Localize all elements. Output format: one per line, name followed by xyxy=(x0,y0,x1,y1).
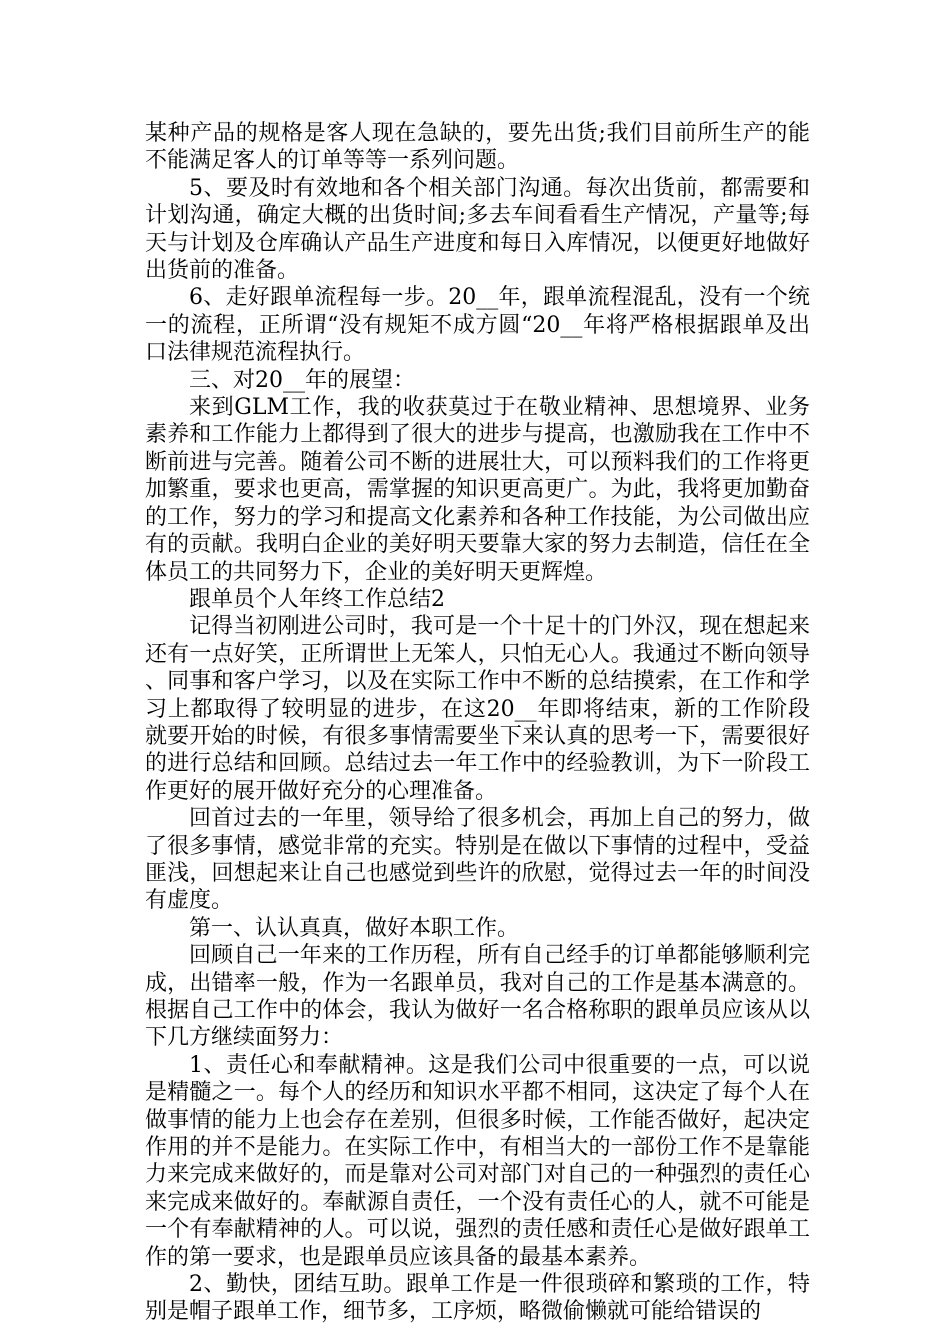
paragraph: 6、走好跟单流程每一步。20__年，跟单流程混乱，没有一个统一的流程，正所谓“没有规矩不成方圆“20__年将严格根据跟单及出口法律规范流程执行。 xyxy=(145,285,810,366)
paragraph: 1、责任心和奉献精神。这是我们公司中很重要的一点，可以说是精髓之一。每个人的经历和知识水平都不相同，这决定了每个人在做事情的能力上也会存在差别，但很多时候，工作能否做好，起决定作用的并不是能力。在实际工作中，有相当大的一部份工作不是靠能力来完成来做好的，而是靠对公司对部门对自己的一种强烈的责任心来完成来做好的。奉献源自责任，一个没有责任心的人，就不可能是一个有奉献精神的人。可以说，强烈的责任感和责任心是做好跟单工作的第一要求，也是跟单员应该具备的最基本素养。 xyxy=(145,1052,810,1270)
paragraph: 回首过去的一年里，领导给了很多机会，再加上自己的努力，做了很多事情，感觉非常的充实。特别是在做以下事情的过程中，受益匪浅，回想起来让自己也感觉到些许的欣慰，觉得过去一年的时间没有虚度。 xyxy=(145,806,810,914)
document-body xyxy=(145,120,810,1326)
paragraph: 5、要及时有效地和各个相关部门沟通。每次出货前，都需要和计划沟通，确定大概的出货时间;多去车间看看生产情况，产量等;每天与计划及仓库确认产品生产进度和每日入库情况，以便更好地做好出货前的准备。 xyxy=(145,175,810,284)
document-subtitle: 跟单员个人年终工作总结2 xyxy=(189,586,445,612)
section-heading: 第一、认认真真，做好本职工作。 xyxy=(189,915,520,941)
paragraph: 2、勤快，团结互助。跟单工作是一件很琐碎和繁琐的工作，特别是帽子跟单工作，细节多，工序烦，略微偷懒就可能给错误的 xyxy=(145,1272,810,1325)
paragraph: 回顾自己一年来的工作历程，所有自己经手的订单都能够顺利完成，出错率一般，作为一名跟单员，我对自己的工作是基本满意的。根据自己工作中的体会，我认为做好一名合格称职的跟单员应该从以下几方继续面努力： xyxy=(145,943,810,1051)
paragraph: 来到GLM工作，我的收获莫过于在敬业精神、思想境界、业务素养和工作能力上都得到了很大的进步与提高，也激励我在工作中不断前进与完善。随着公司不断的进展壮大，可以预料我们的工作将更加繁重，要求也更高，需掌握的知识更高更广。为此，我将更加勤奋的工作，努力的学习和提高文化素养和各种工作技能，为公司做出应有的贡献。我明白企业的美好明天要靠大家的努力去制造，信任在全体员工的共同努力下，企业的美好明天更辉煌。 xyxy=(145,395,810,585)
paragraph: 记得当初刚进公司时，我可是一个十足十的门外汉，现在想起来还有一点好笑，正所谓世上无笨人，只怕无心人。我通过不断向领导、同事和客户学习，以及在实际工作中不断的总结摸索，在工作和学习上都取得了较明显的进步，在这20__年即将结束，新的工作阶段就要开始的时候，有很多事情需要坐下来认真的思考一下，需要很好的进行总结和回顾。总结过去一年工作中的经验教训，为下一阶段工作更好的展开做好充分的心理准备。 xyxy=(145,614,810,804)
section-heading: 三、对20__年的展望： xyxy=(189,367,415,393)
paragraph: 某种产品的规格是客人现在急缺的，要先出货;我们目前所生产的能不能满足客人的订单等等一系列问题。 xyxy=(145,121,810,174)
